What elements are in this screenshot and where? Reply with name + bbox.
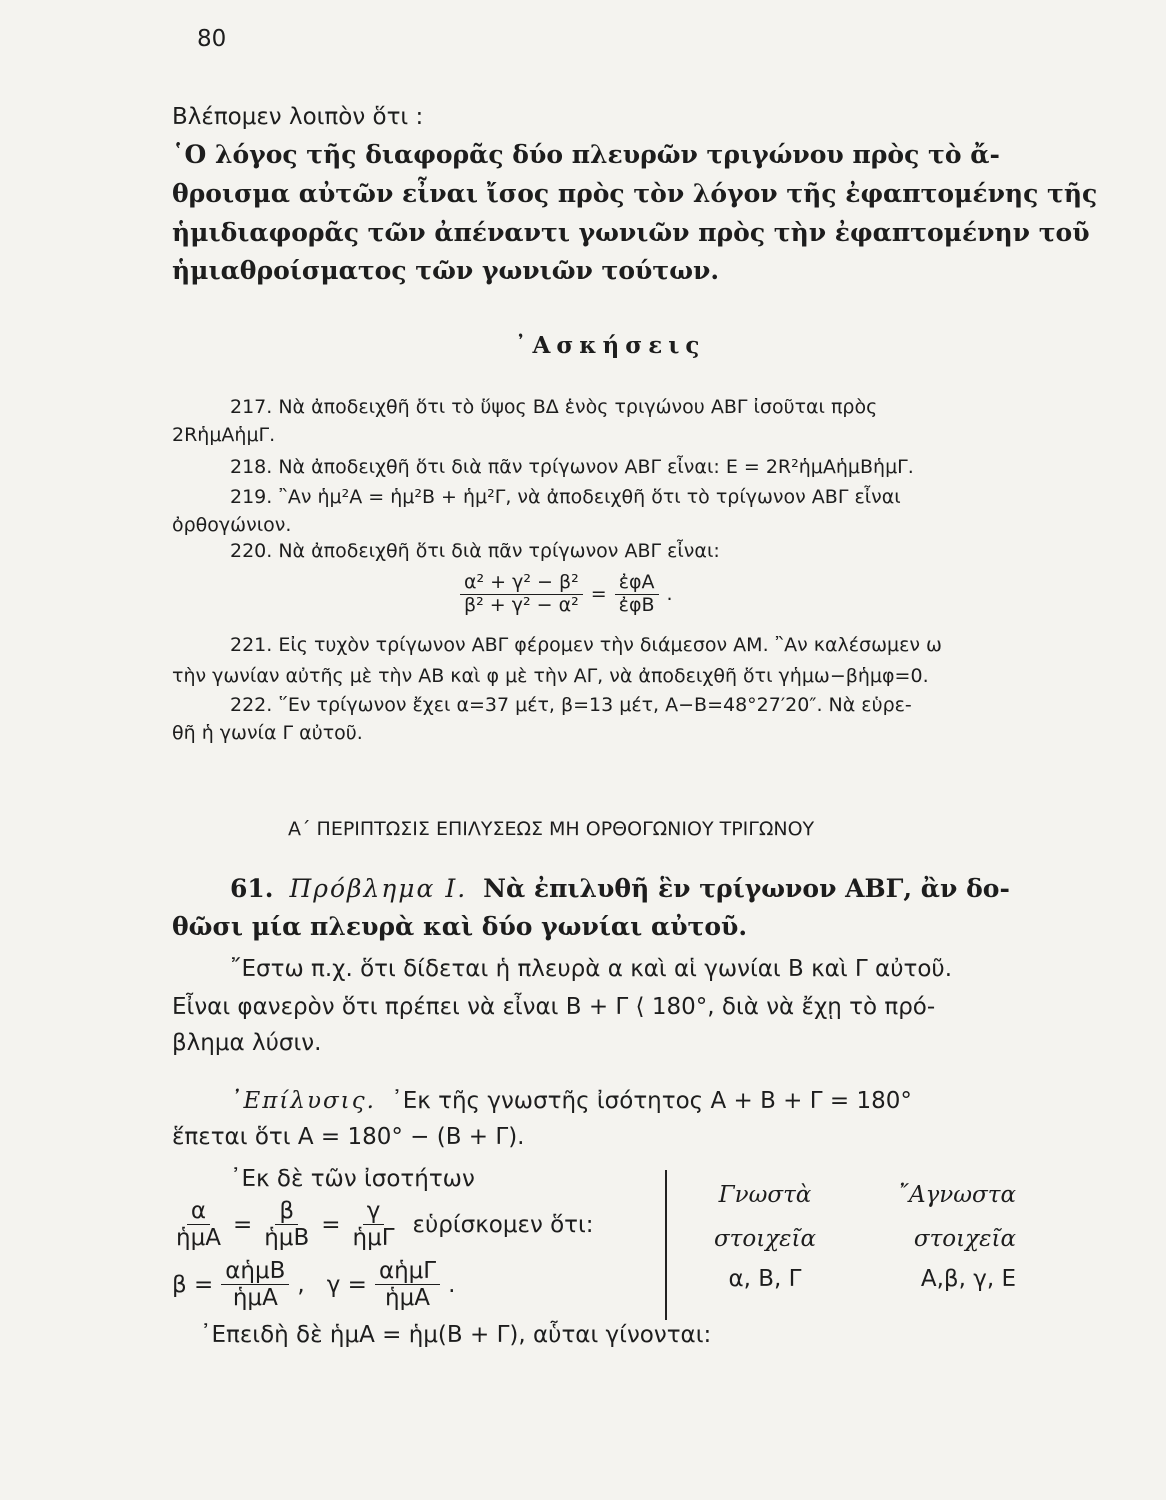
exercise-218: 218. Νὰ ἀποδειχθῆ ὅτι διὰ πᾶν τρίγωνον ΑΒΓ εἶναι: Ε = 2R²ἡμΑἡμΒἡμΓ. <box>230 456 914 478</box>
page-number: 80 <box>197 26 227 52</box>
final-line: ᾿Επειδὴ δὲ ἡμΑ = ἡμ(Β + Γ), αὗται γίνονται: <box>200 1322 712 1348</box>
equals-sign: = <box>590 583 607 606</box>
exercise-220: 220. Νὰ ἀποδειχθῆ ὅτι διὰ πᾶν τρίγωνον ΑΒΓ εἶναι: <box>230 540 720 562</box>
lhs-fraction <box>460 572 583 617</box>
known-subtitle: στοιχεῖα <box>713 1226 817 1252</box>
theorem-line: ἡμιαθροίσματος τῶν γωνιῶν τούτων. <box>172 256 720 285</box>
section-heading: Α΄ ΠΕΡΙΠΤΩΣΙΣ ΕΠΙΛΥΣΕΩΣ ΜΗ ΟΡΘΟΓΩΝΙΟΥ ΤΡΙΓΩΝΟΥ <box>288 818 815 840</box>
beta-gamma-formulas <box>172 1258 455 1312</box>
body-line: Εἶναι φανερὸν ὅτι πρέπει νὰ εἶναι Β + Γ ⟨ 180°, διὰ νὰ ἔχῃ τὸ πρό- <box>172 994 936 1020</box>
theorem-line: ἡμιδιαφορᾶς τῶν ἀπέναντι γωνιῶν πρὸς τὴν ἐφαπτομένην τοῦ <box>172 218 1090 247</box>
exercise-219: 219. ῍Αν ἡμ²Α = ἡμ²Β + ἡμ²Γ, νὰ ἀποδειχθῆ ὅτι τὸ τρίγωνον ΑΒΓ εἶναι <box>230 486 901 508</box>
problem-number: 61. <box>230 874 274 903</box>
fraction <box>349 1198 399 1252</box>
body-line: ῎Εστω π.χ. ὅτι δίδεται ἡ πλευρὰ α καὶ αἱ γωνίαι Β καὶ Γ αὐτοῦ. <box>230 956 953 982</box>
theorem-line: ῾Ο λόγος τῆς διαφορᾶς δύο πλευρῶν τριγώνου πρὸς τὸ ἄ- <box>172 140 1000 169</box>
denominator: ἡμΑ <box>232 1285 278 1312</box>
exercises-heading: ᾿Ασκήσεις <box>515 332 706 359</box>
numerator: αἡμΒ <box>221 1258 289 1285</box>
rhs-fraction <box>615 572 659 617</box>
law-of-sines <box>172 1198 594 1252</box>
rhs-numerator: ἐφΑ <box>615 572 659 595</box>
solution-label: ᾿Επίλυσις. <box>230 1088 376 1114</box>
denominator: ἡμΑ <box>176 1225 221 1252</box>
body-line: βλημα λύσιν. <box>172 1030 322 1056</box>
exercise-217: 217. Νὰ ἀποδειχθῆ ὅτι τὸ ὕψος ΒΔ ἑνὸς τριγώνου ΑΒΓ ἰσοῦται πρὸς <box>230 396 878 418</box>
fraction <box>260 1198 313 1252</box>
intro-line: Βλέπομεν λοιπὸν ὅτι : <box>172 104 424 130</box>
formula-dot: . <box>666 583 673 606</box>
equals-sign: = <box>232 1211 253 1238</box>
known-values: α, Β, Γ <box>728 1266 802 1292</box>
exercise-222-cont: θῆ ἡ γωνία Γ αὐτοῦ. <box>172 722 363 744</box>
numerator: α <box>187 1198 210 1225</box>
equals-sign: = <box>321 1211 341 1238</box>
dot: . <box>448 1271 456 1298</box>
problem-statement-cont: θῶσι μία πλευρὰ καὶ δύο γωνίαι αὐτοῦ. <box>172 912 748 941</box>
exercise-220-formula <box>460 572 673 617</box>
beta-lhs: β = <box>172 1271 214 1298</box>
unknown-title: ῎Αγνωστα <box>897 1182 1016 1208</box>
fraction <box>221 1258 289 1312</box>
lhs-denominator: β² + γ² − α² <box>464 593 579 616</box>
solution-line-cont: ἕπεται ὅτι Α = 180° − (Β + Γ). <box>172 1124 525 1150</box>
exercise-219-cont: ὀρθογώνιον. <box>172 514 292 536</box>
known-title: Γνωστὰ <box>718 1182 812 1208</box>
exercise-222: 222. ῞Εν τρίγωνον ἔχει α=37 μέτ, β=13 μέτ, Α−Β=48°27′20″. Νὰ εὑρε- <box>230 694 912 716</box>
identities-intro: ᾿Εκ δὲ τῶν ἰσοτήτων <box>230 1166 475 1192</box>
solution-line <box>230 1088 912 1114</box>
exercise-221: 221. Εἰς τυχὸν τρίγωνον ΑΒΓ φέρομεν τὴν διάμεσον ΑΜ. ῍Αν καλέσωμεν ω <box>230 634 942 656</box>
problem-statement: Νὰ ἐπιλυθῆ ἓν τρίγωνον ΑΒΓ, ἂν δο- <box>483 874 1010 903</box>
gamma-lhs: γ = <box>326 1271 367 1298</box>
unknown-subtitle: στοιχεῖα <box>913 1226 1016 1252</box>
rhs-denominator: ἐφΒ <box>618 593 655 616</box>
lhs-numerator: α² + γ² − β² <box>460 572 583 595</box>
table-divider <box>665 1170 667 1320</box>
numerator: γ <box>363 1198 385 1225</box>
denominator: ἡμΒ <box>264 1225 310 1252</box>
denominator: ἡμΓ <box>352 1225 395 1252</box>
problem-label: Πρόβλημα Ι. <box>289 874 468 903</box>
problem-heading <box>230 874 1010 903</box>
unknown-values: Α,β, γ, Ε <box>920 1266 1016 1292</box>
denominator: ἡμΑ <box>385 1285 430 1312</box>
theorem-line: θροισμα αὐτῶν εἶναι ἴσος πρὸς τὸν λόγον τῆς ἐφαπτομένης τῆς <box>172 179 1098 208</box>
exercise-217-cont: 2RἡμΑἡμΓ. <box>172 424 276 446</box>
numerator: αἡμΓ <box>375 1258 440 1285</box>
exercise-221-cont: τὴν γωνίαν αὐτῆς μὲ τὴν ΑΒ καὶ φ μὲ τὴν ΑΓ, νὰ ἀποδειχθῆ ὅτι γἡμω−βἡμφ=0. <box>172 665 929 687</box>
fraction <box>375 1258 440 1312</box>
numerator: β <box>275 1198 298 1225</box>
solution-text: ᾿Εκ τῆς γνωστῆς ἰσότητος Α + Β + Γ = 180° <box>391 1088 912 1114</box>
fraction <box>172 1198 225 1252</box>
comma: , <box>297 1271 305 1298</box>
find-that-text: εὑρίσκομεν ὅτι: <box>412 1211 594 1238</box>
